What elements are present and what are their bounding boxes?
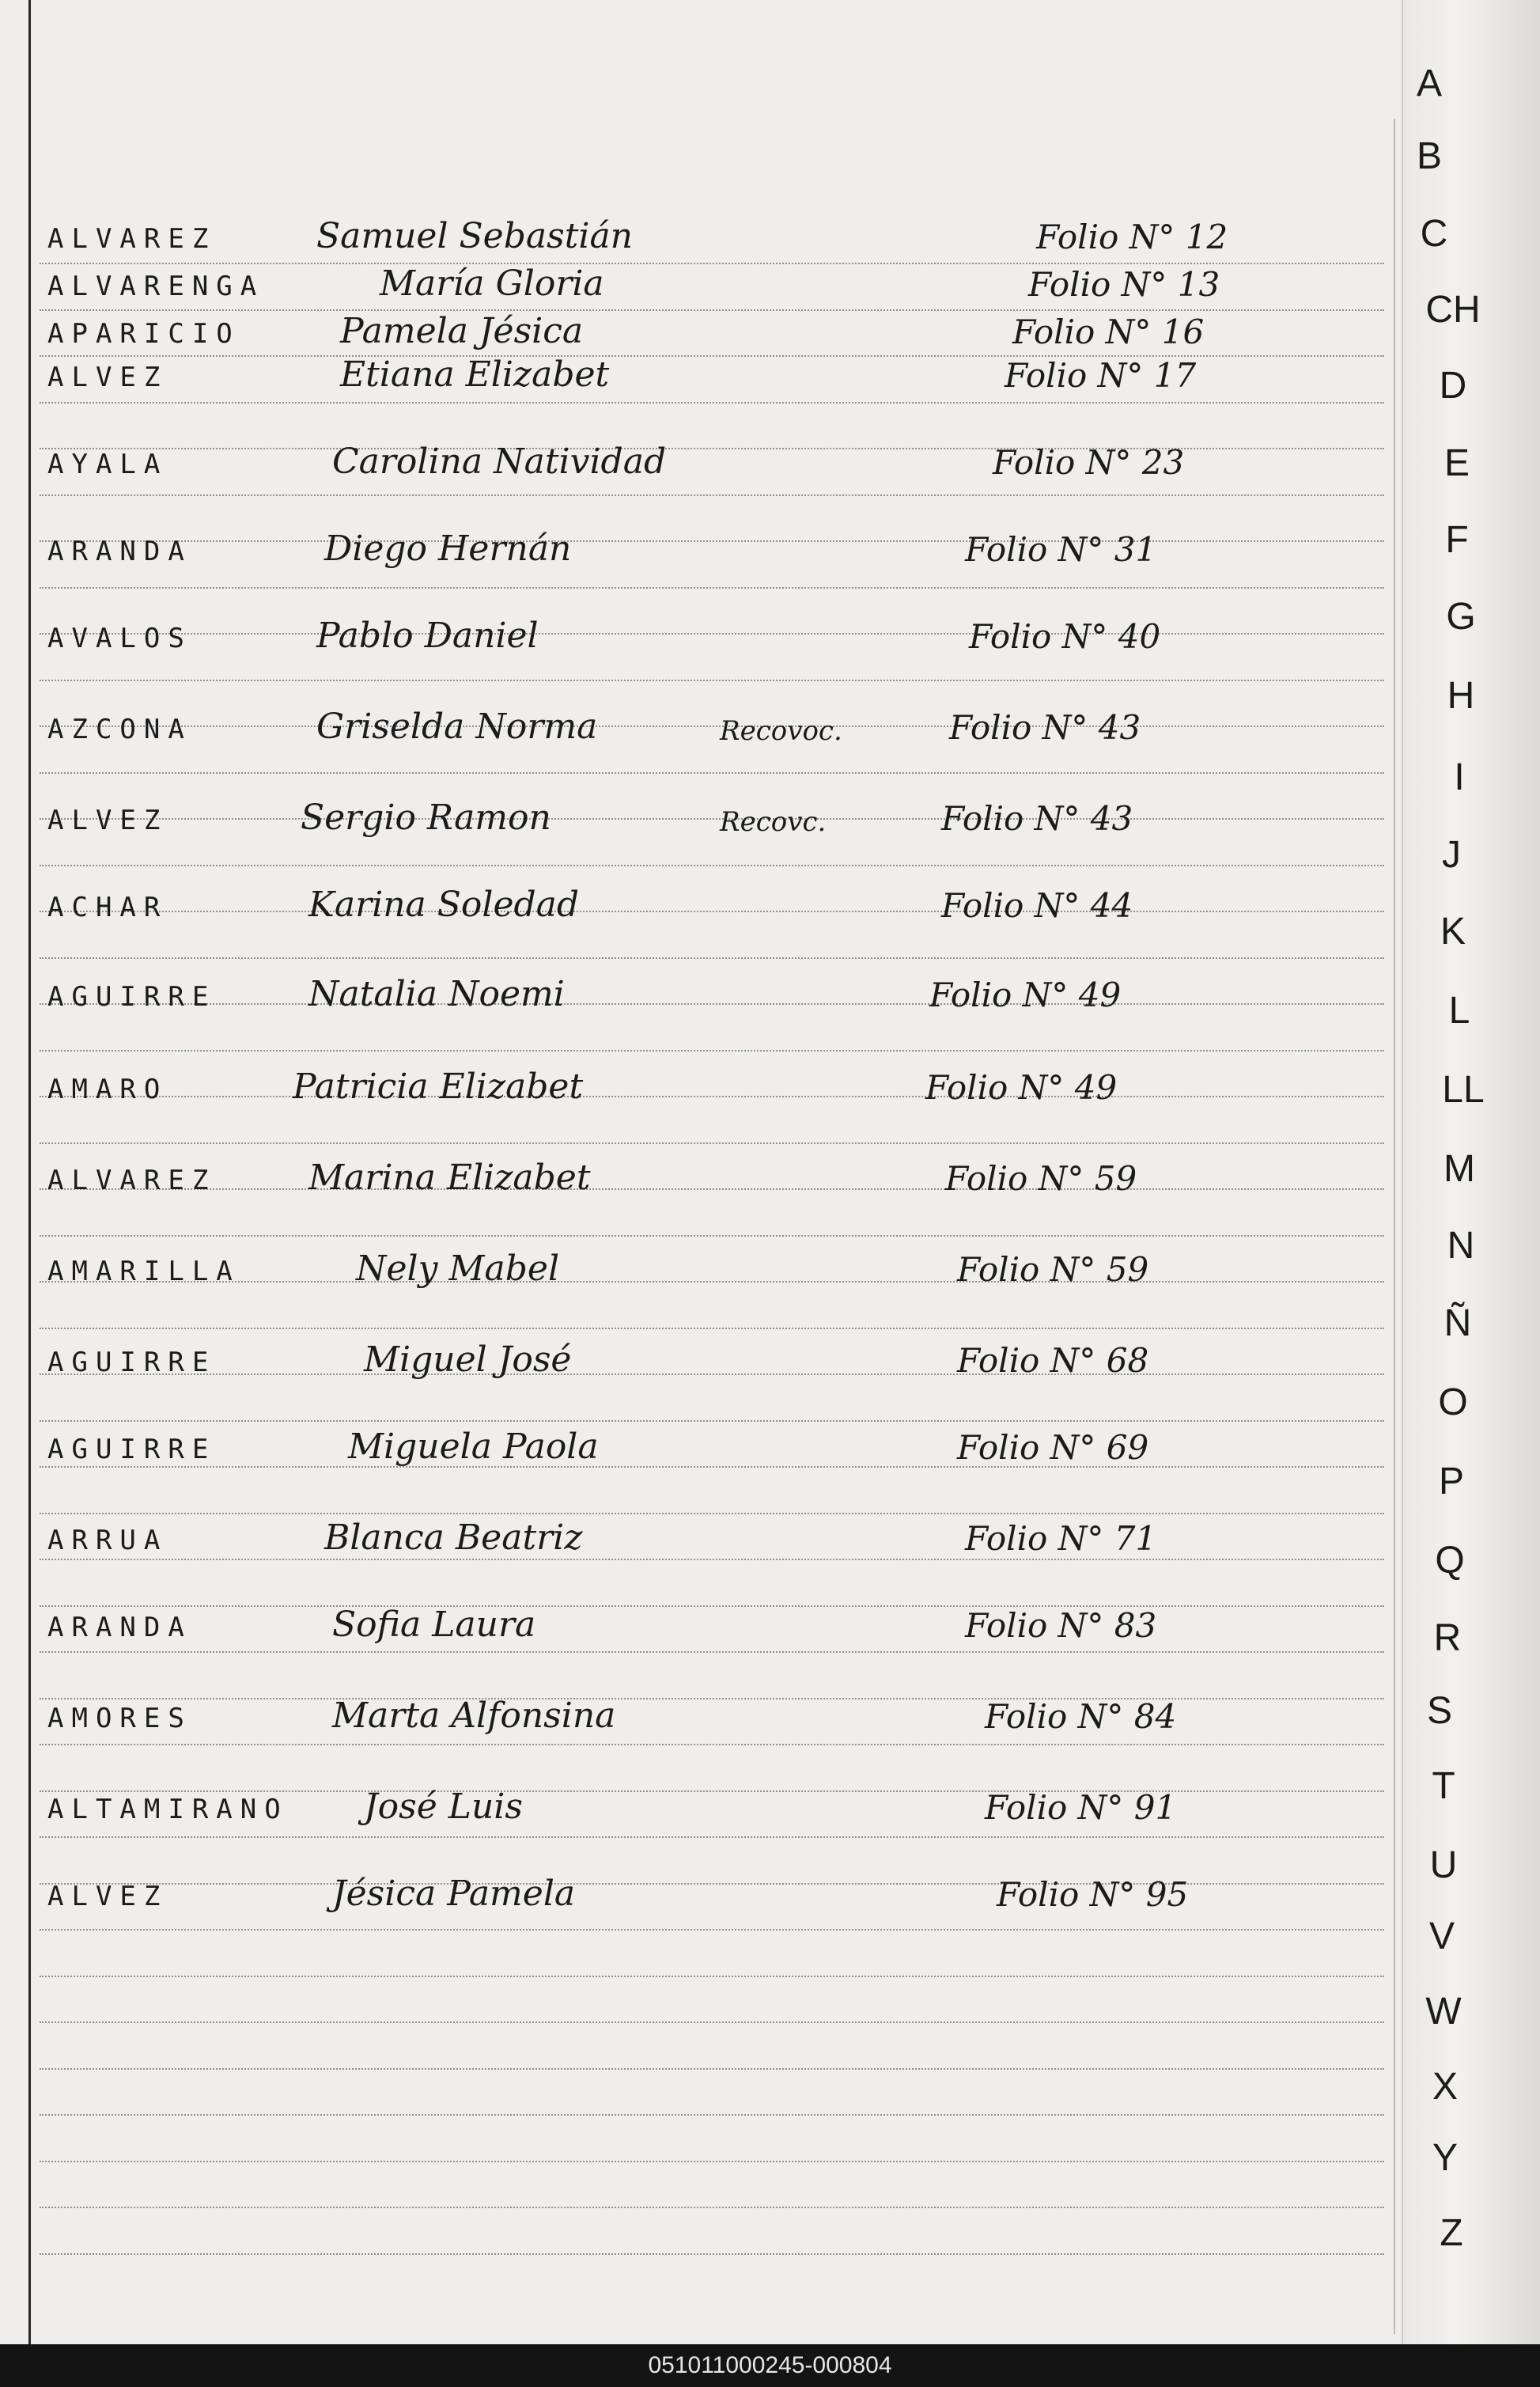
index-tab-b[interactable]: B xyxy=(1416,135,1442,177)
entry-surname: AGUIRRE xyxy=(47,1347,217,1378)
entry-row xyxy=(47,1784,1392,1832)
ruled-line xyxy=(40,772,1384,774)
entry-folio: Folio N° 31 xyxy=(965,530,1157,569)
index-tab-j[interactable]: J xyxy=(1442,834,1461,876)
index-tab-p[interactable]: P xyxy=(1438,1461,1464,1502)
entry-folio: Folio N° 69 xyxy=(957,1428,1149,1467)
ruled-line xyxy=(40,1651,1384,1653)
index-tab-h[interactable]: H xyxy=(1447,675,1475,717)
entry-surname: ALTAMIRANO xyxy=(47,1794,289,1825)
entry-folio: Folio N° 95 xyxy=(997,1875,1189,1914)
entry-folio: Folio N° 13 xyxy=(1028,265,1220,304)
index-tab-ñ[interactable]: Ñ xyxy=(1444,1302,1472,1344)
index-tab-d[interactable]: D xyxy=(1439,365,1467,407)
entry-given-names: Diego Hernán xyxy=(324,529,572,569)
entry-given-names: Sergio Ramon xyxy=(301,798,551,838)
entry-given-names: Miguela Paola xyxy=(348,1427,599,1467)
entry-folio: Folio N° 44 xyxy=(941,886,1133,925)
index-tab-g[interactable]: G xyxy=(1446,596,1476,638)
ruled-line xyxy=(40,1050,1384,1051)
entry-surname: ALVAREZ xyxy=(47,1165,217,1196)
index-tab-ch[interactable]: CH xyxy=(1425,289,1481,331)
entry-given-names: Karina Soledad xyxy=(308,885,580,925)
entry-given-names: Patricia Elizabet xyxy=(293,1067,584,1107)
entry-folio: Folio N° 16 xyxy=(1012,313,1205,351)
entry-folio: Folio N° 83 xyxy=(965,1606,1157,1645)
entry-row xyxy=(47,309,1392,356)
ruled-line xyxy=(40,1976,1384,1977)
entry-given-names: Griselda Norma xyxy=(316,707,598,747)
entry-given-names: José Luis xyxy=(364,1786,523,1827)
entry-surname: AYALA xyxy=(47,449,168,480)
entry-row xyxy=(47,1871,1392,1919)
entry-surname: ALVAREZ xyxy=(47,223,217,255)
entry-given-names: Natalia Noemi xyxy=(308,974,565,1014)
index-tab-t[interactable]: T xyxy=(1432,1765,1455,1807)
ruled-line xyxy=(40,1929,1384,1930)
entry-folio: Folio N° 91 xyxy=(985,1788,1177,1827)
index-tab-s[interactable]: S xyxy=(1426,1690,1452,1732)
entry-folio: Folio N° 71 xyxy=(965,1519,1157,1558)
entry-folio: Folio N° 49 xyxy=(929,976,1122,1014)
index-tab-m[interactable]: M xyxy=(1444,1148,1475,1190)
ruled-line xyxy=(40,2021,1384,2023)
entry-row xyxy=(47,1693,1392,1741)
entry-surname: AMORES xyxy=(47,1703,192,1734)
entry-surname: ARRUA xyxy=(47,1525,168,1556)
entry-given-names: Pablo Daniel xyxy=(316,616,539,656)
ruled-line xyxy=(40,1836,1384,1838)
entry-row xyxy=(47,439,1392,487)
entry-row xyxy=(47,1515,1392,1563)
entry-row xyxy=(47,704,1392,752)
index-tab-i[interactable]: I xyxy=(1454,756,1465,798)
entry-given-names: María Gloria xyxy=(380,263,604,304)
index-tab-y[interactable]: Y xyxy=(1432,2137,1458,2179)
ruled-line xyxy=(40,1328,1384,1329)
index-tab-w[interactable]: W xyxy=(1425,1991,1462,2033)
entry-surname: AMARILLA xyxy=(47,1256,240,1287)
archive-code: 051011000245-000804 xyxy=(0,2344,1540,2387)
entry-row xyxy=(47,1337,1392,1385)
entry-given-names: Jésica Pamela xyxy=(332,1874,576,1914)
ruled-line xyxy=(40,2161,1384,2162)
entry-row xyxy=(47,972,1392,1019)
entry-row xyxy=(47,214,1392,261)
index-tab-f[interactable]: F xyxy=(1445,519,1469,561)
ruled-line xyxy=(40,1420,1384,1422)
entry-surname: ACHAR xyxy=(47,892,168,923)
entry-given-names: Marta Alfonsina xyxy=(332,1696,616,1736)
index-tab-z[interactable]: Z xyxy=(1440,2212,1463,2254)
index-tab-ll[interactable]: LL xyxy=(1442,1069,1485,1111)
entry-given-names: Pamela Jésica xyxy=(340,311,584,351)
entry-row xyxy=(47,1155,1392,1203)
ruled-line xyxy=(40,680,1384,681)
index-tab-u[interactable]: U xyxy=(1429,1844,1458,1886)
ruled-line xyxy=(40,1235,1384,1237)
ruled-line xyxy=(40,587,1384,589)
ruled-line xyxy=(40,2207,1384,2208)
entry-note: Recovoc. xyxy=(720,715,842,747)
entry-surname: ALVEZ xyxy=(47,1881,168,1912)
entry-given-names: Miguel José xyxy=(364,1339,572,1380)
entry-folio: Folio N° 84 xyxy=(985,1697,1177,1736)
ruled-line xyxy=(40,402,1384,404)
index-tab-r[interactable]: R xyxy=(1433,1617,1462,1659)
entry-surname: ALVEZ xyxy=(47,805,168,836)
ruled-line xyxy=(40,957,1384,959)
entry-given-names: Samuel Sebastián xyxy=(316,216,634,256)
entry-folio: Folio N° 40 xyxy=(969,617,1161,656)
entry-row xyxy=(47,352,1392,400)
entry-surname: AGUIRRE xyxy=(47,981,217,1013)
ruled-line xyxy=(40,2114,1384,2116)
entry-surname: ARANDA xyxy=(47,1612,192,1643)
entry-given-names: Etiana Elizabet xyxy=(340,354,610,395)
entry-given-names: Sofia Laura xyxy=(332,1605,536,1645)
ruled-line xyxy=(40,1513,1384,1514)
index-tab-q[interactable]: Q xyxy=(1435,1540,1465,1582)
index-tab-k[interactable]: K xyxy=(1440,911,1466,953)
index-tab-o[interactable]: O xyxy=(1438,1381,1468,1423)
entry-row xyxy=(47,613,1392,661)
entry-folio: Folio N° 43 xyxy=(949,708,1141,747)
ruled-line xyxy=(40,2068,1384,2070)
ruled-line xyxy=(40,494,1384,496)
entry-folio: Folio N° 17 xyxy=(1005,356,1197,395)
entry-row xyxy=(47,1424,1392,1472)
entry-row xyxy=(47,1064,1392,1112)
index-tab-v[interactable]: V xyxy=(1428,1915,1455,1957)
index-tab-n[interactable]: N xyxy=(1447,1225,1475,1267)
entry-row xyxy=(47,1602,1392,1650)
index-tab-x[interactable]: X xyxy=(1432,2066,1458,2108)
entry-folio: Folio N° 68 xyxy=(957,1341,1149,1380)
entry-surname: AZCONA xyxy=(47,714,192,745)
entry-row xyxy=(47,261,1392,309)
ruled-line xyxy=(40,2253,1384,2255)
entry-surname: AMARO xyxy=(47,1074,168,1105)
ruled-line xyxy=(40,865,1384,866)
index-tab-a[interactable]: A xyxy=(1416,63,1442,104)
entry-given-names: Carolina Natividad xyxy=(332,441,667,482)
index-tab-e[interactable]: E xyxy=(1444,442,1470,484)
entry-surname: AGUIRRE xyxy=(47,1434,217,1465)
entry-row xyxy=(47,795,1392,843)
entry-row xyxy=(47,526,1392,574)
margin-line xyxy=(28,0,31,2344)
entry-folio: Folio N° 59 xyxy=(957,1250,1149,1289)
entry-given-names: Blanca Beatriz xyxy=(324,1517,583,1558)
entry-folio: Folio N° 12 xyxy=(1036,218,1228,256)
index-tab-c[interactable]: C xyxy=(1420,213,1448,255)
index-tab-l[interactable]: L xyxy=(1448,990,1470,1032)
ruled-line xyxy=(40,1744,1384,1745)
entry-folio: Folio N° 43 xyxy=(941,799,1133,838)
entry-surname: AVALOS xyxy=(47,623,192,654)
entry-row xyxy=(47,1246,1392,1294)
entry-surname: ALVEZ xyxy=(47,362,168,393)
entry-given-names: Nely Mabel xyxy=(356,1248,560,1289)
tab-edge xyxy=(1394,119,1402,2334)
entry-row xyxy=(47,882,1392,930)
entry-surname: ALVARENGA xyxy=(47,271,265,302)
entry-given-names: Marina Elizabet xyxy=(308,1158,591,1198)
entry-folio: Folio N° 49 xyxy=(925,1068,1118,1107)
entry-folio: Folio N° 59 xyxy=(945,1159,1137,1198)
entry-surname: ARANDA xyxy=(47,536,192,567)
entry-note: Recovc. xyxy=(720,806,827,838)
entry-folio: Folio N° 23 xyxy=(993,443,1185,482)
entry-surname: APARICIO xyxy=(47,318,240,350)
ruled-line xyxy=(40,1142,1384,1144)
